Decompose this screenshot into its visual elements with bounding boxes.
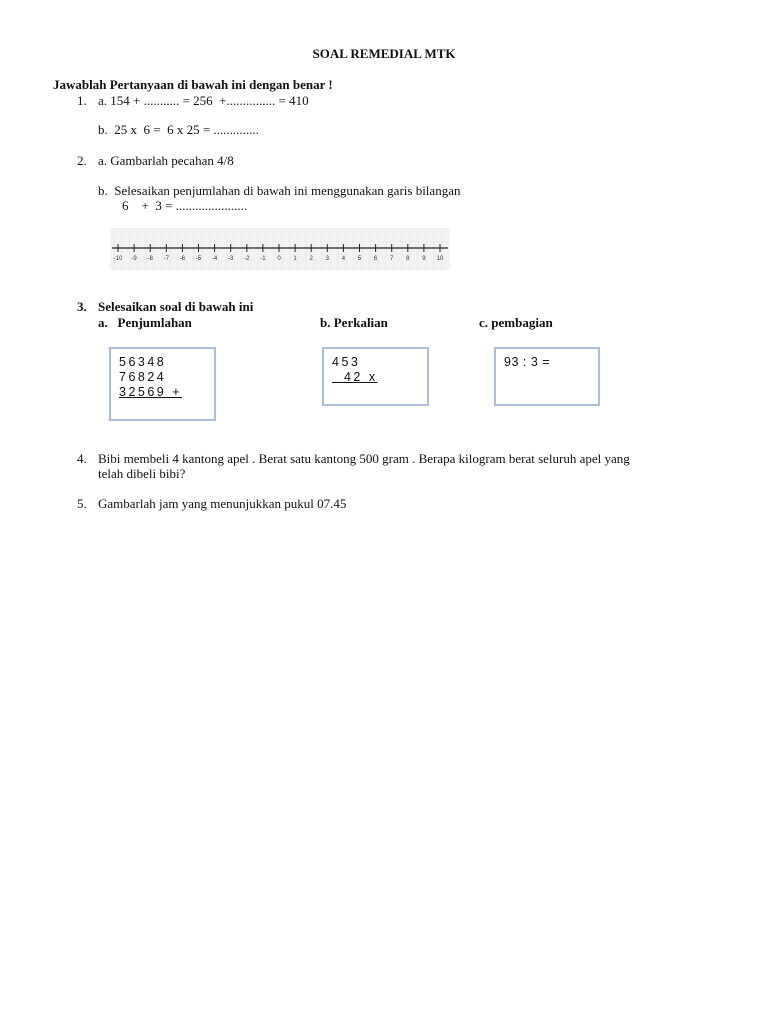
number-line-tick-label: 5 bbox=[357, 256, 362, 262]
number-line-tick-label: -6 bbox=[179, 256, 186, 262]
number-line-tick-label: 8 bbox=[406, 256, 410, 262]
number-line-tick-label: -4 bbox=[211, 256, 218, 262]
number-line-tick-label: 2 bbox=[309, 256, 313, 262]
q5-text: Gambarlah jam yang menunjukkan pukul 07.45 bbox=[98, 496, 347, 511]
q4-line-1: Bibi membeli 4 kantong apel . Berat satu kantong 500 gram . Berapa kilogram berat seluruh apel yang bbox=[98, 451, 630, 466]
number-line-tick-label: 4 bbox=[341, 256, 346, 262]
multiplication-line-2: 42 x bbox=[332, 370, 378, 384]
q3-label-a: a. Penjumlahan bbox=[98, 315, 192, 330]
q1-part-a: a. 154 + ........... = 256 +............... = 410 bbox=[98, 93, 309, 108]
q3-label-b: b. Perkalian bbox=[320, 315, 388, 330]
number-line bbox=[110, 228, 450, 270]
number-line-tick-label: -2 bbox=[244, 256, 250, 262]
number-line-tick-label: -1 bbox=[260, 256, 266, 262]
page-title: SOAL REMEDIAL MTK bbox=[312, 46, 456, 61]
number-line-tick-label: -3 bbox=[228, 256, 234, 262]
multiplication-box bbox=[322, 347, 429, 406]
number-line-tick-label: 0 bbox=[277, 256, 281, 262]
number-line-tick-label: -10 bbox=[113, 256, 123, 262]
addition-line-1: 56348 bbox=[119, 355, 167, 369]
q2-part-a: a. Gambarlah pecahan 4/8 bbox=[98, 153, 234, 168]
q2-number: 2. bbox=[77, 153, 87, 168]
addition-line-2: 76824 bbox=[119, 370, 167, 384]
q2-part-b: b. Selesaikan penjumlahan di bawah ini menggunakan garis bilangan bbox=[98, 183, 461, 198]
number-line-tick-label: -7 bbox=[163, 256, 169, 262]
addition-line-3: 32569 + bbox=[119, 385, 183, 399]
division-box bbox=[494, 347, 600, 406]
number-line-background bbox=[110, 228, 450, 270]
number-line-tick-label: -8 bbox=[147, 256, 153, 262]
number-line-tick-label: 10 bbox=[436, 256, 444, 262]
multiplication-line-1: 453 bbox=[332, 355, 361, 369]
number-line-tick-label: -5 bbox=[195, 256, 202, 262]
division-line-1: 93 : 3 = bbox=[504, 355, 551, 369]
q5-number: 5. bbox=[77, 496, 87, 511]
q4-number: 4. bbox=[77, 451, 87, 466]
q2-part-b-expression: 6 + 3 = ...................... bbox=[122, 198, 248, 213]
q1-number: 1. bbox=[77, 93, 87, 108]
q4-line-2: telah dibeli bibi? bbox=[98, 466, 186, 481]
instruction: Jawablah Pertanyaan di bawah ini dengan benar ! bbox=[53, 77, 333, 92]
number-line-tick-label: 1 bbox=[293, 256, 297, 262]
number-line-tick-label: 7 bbox=[390, 256, 394, 262]
q1-part-b: b. 25 x 6 = 6 x 25 = .............. bbox=[98, 122, 259, 137]
number-line-tick-label: -9 bbox=[131, 256, 137, 262]
number-line-tick-label: 3 bbox=[325, 256, 329, 262]
q3-number: 3. bbox=[77, 299, 87, 314]
number-line-tick-label: 6 bbox=[373, 256, 378, 262]
addition-box bbox=[109, 347, 216, 421]
number-line-tick-label: 9 bbox=[422, 256, 426, 262]
q3-label-c: c. pembagian bbox=[479, 315, 553, 330]
q3-text: Selesaikan soal di bawah ini bbox=[98, 299, 254, 314]
